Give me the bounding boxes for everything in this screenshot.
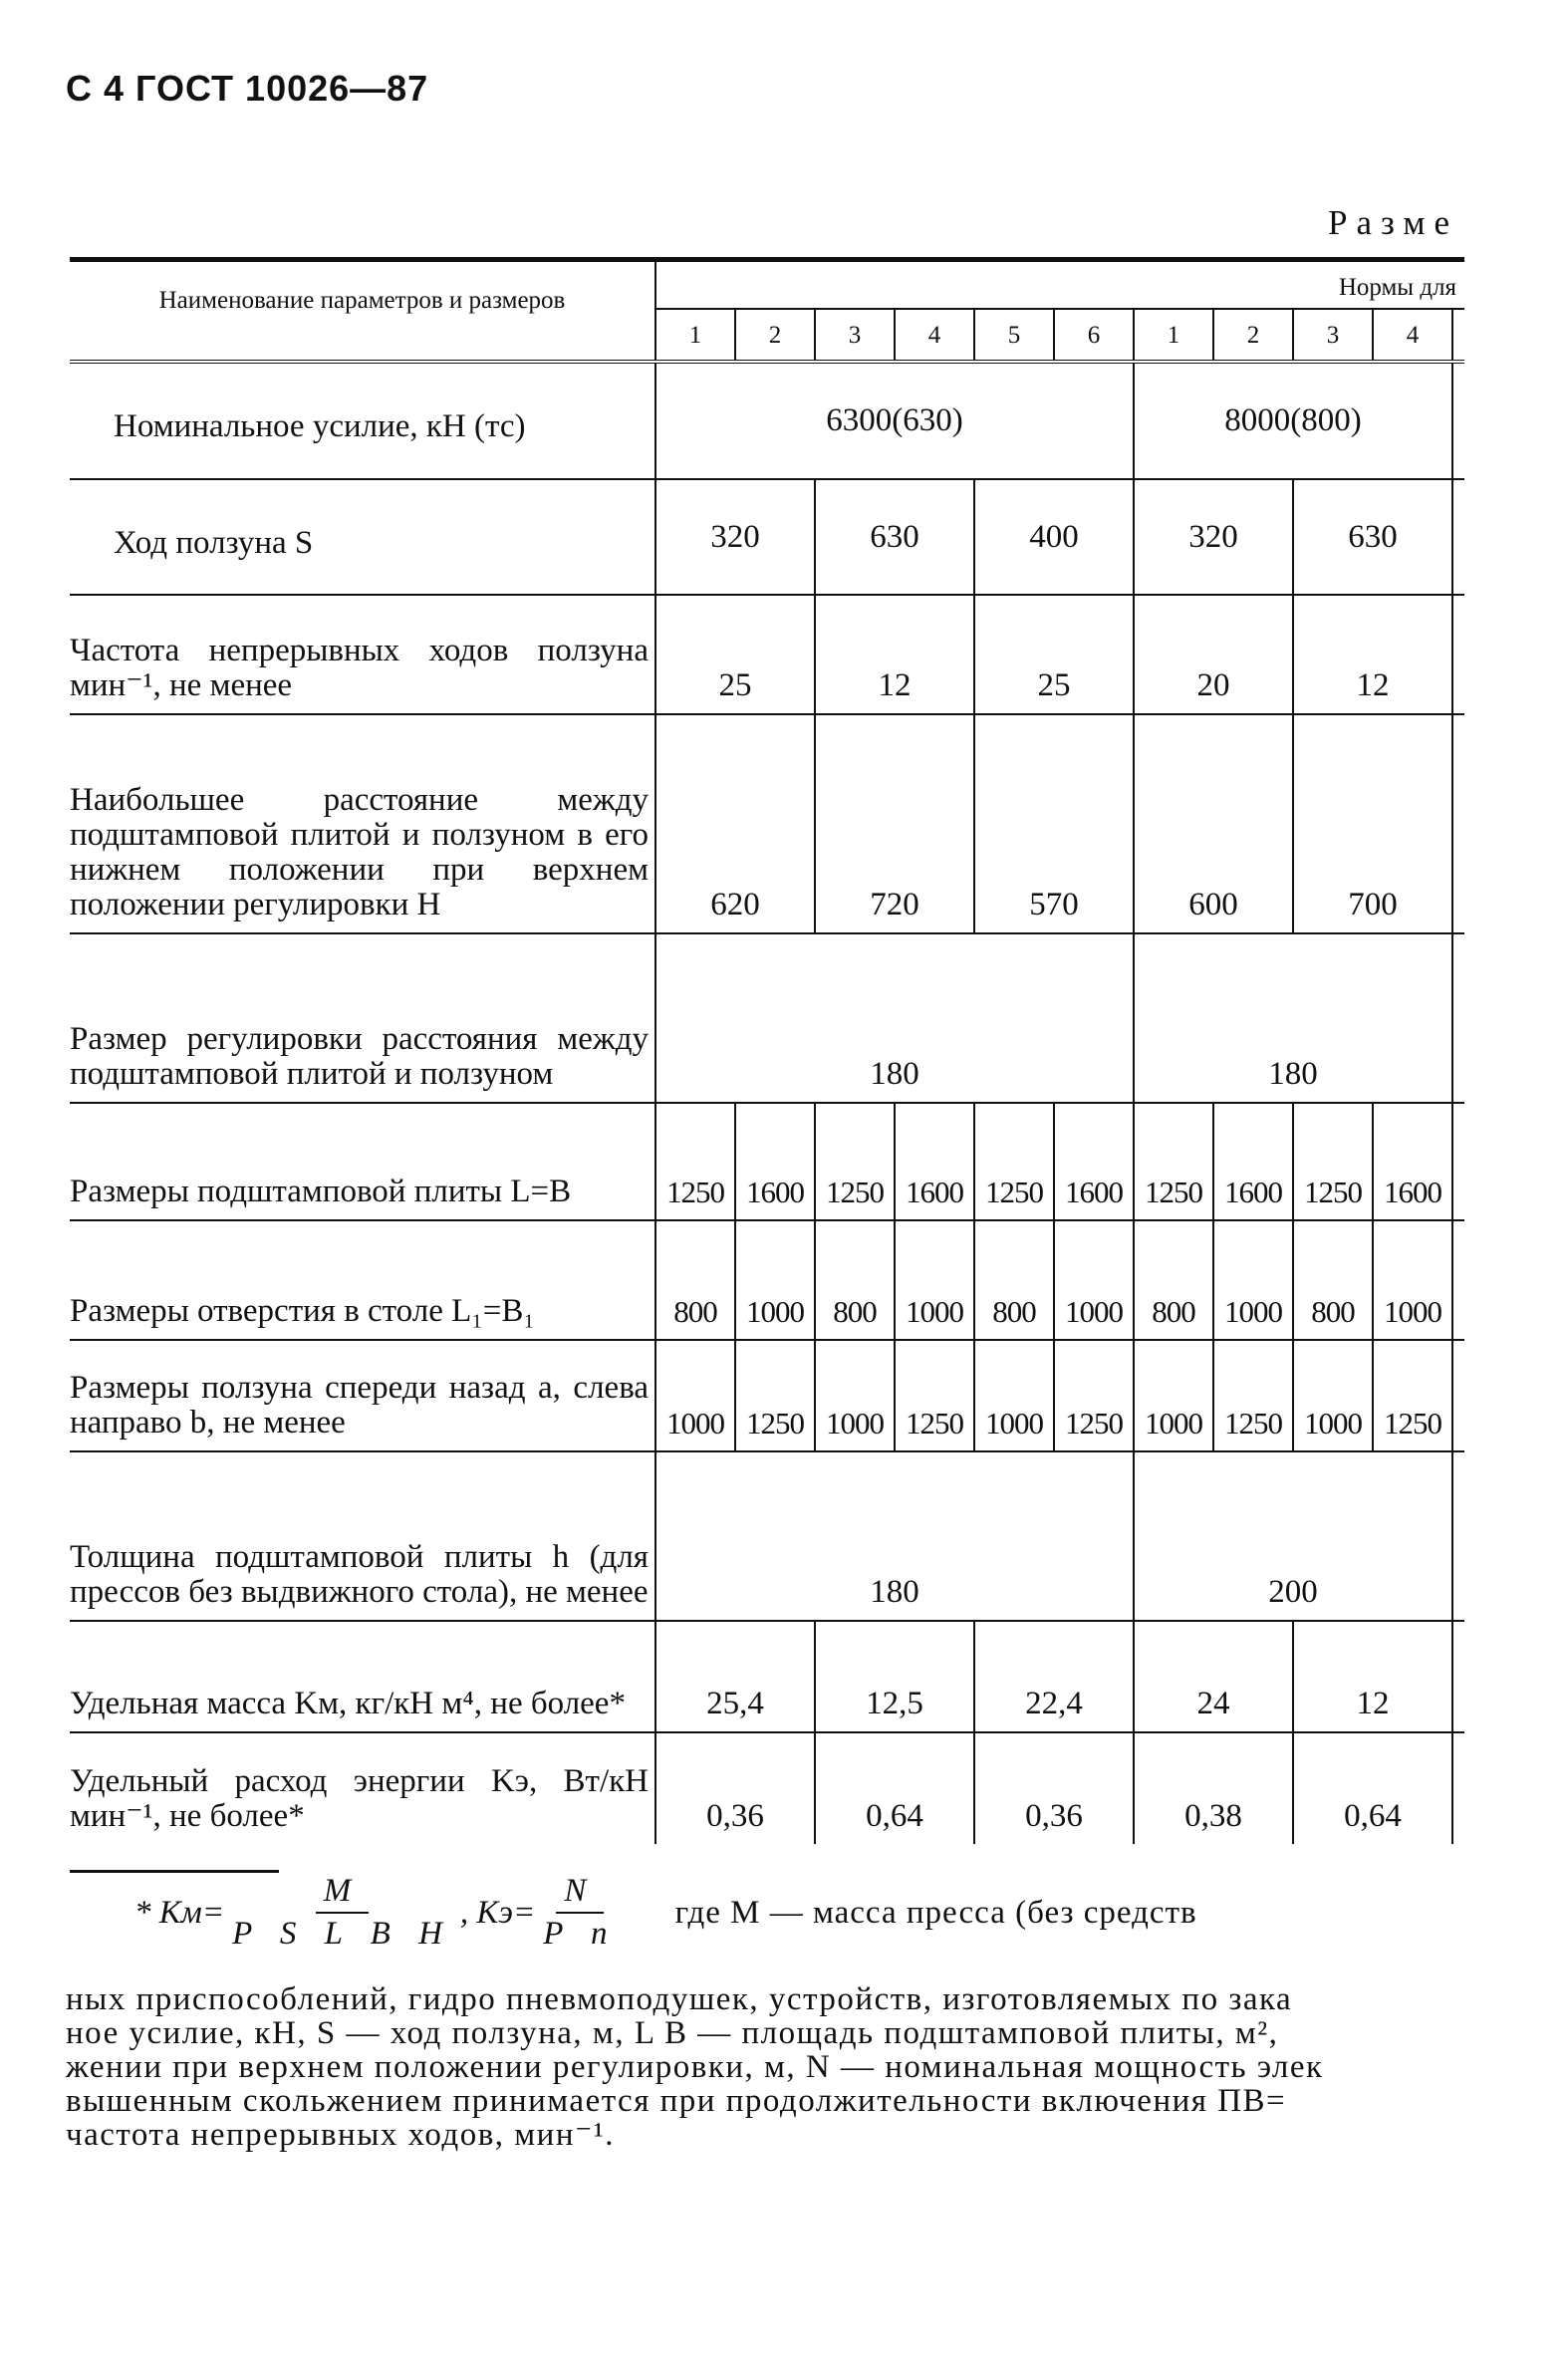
table-cell: 800 (655, 1220, 735, 1340)
table-cell: 12 (1293, 1621, 1452, 1732)
table-cell: 1250 (1373, 1340, 1452, 1451)
footnote-line: ных приспособлений, гидро пневмоподушек, устройств, изготовляемых по зака (66, 1981, 1293, 2017)
row-label: Ход ползуна S (70, 479, 655, 595)
table-cell: 0,36 (974, 1732, 1134, 1844)
footnote-formula (134, 1873, 1197, 1953)
table-cell: 1000 (974, 1340, 1054, 1451)
table-cell: 12 (815, 595, 974, 714)
table-cell: 25 (974, 595, 1134, 714)
row-label: Частота непрерывных ходов ползуна мин⁻¹, не менее (70, 595, 655, 714)
table-cell: 1000 (815, 1340, 895, 1451)
table-cell: 1600 (735, 1103, 815, 1220)
table-cell: 1000 (1134, 1340, 1213, 1451)
footnote-line: ное усилие, кН, S — ход ползуна, м, L B — площадь подштамповой плиты, м², (66, 2015, 1279, 2051)
col-index: 3 (815, 309, 895, 362)
table-cell: 1250 (655, 1103, 735, 1220)
table-row (70, 479, 1464, 595)
table-row (70, 1621, 1464, 1732)
col-index: 3 (1293, 309, 1373, 362)
table-cell: 620 (655, 714, 815, 933)
table-row (70, 933, 1464, 1103)
table-cell: 1250 (1213, 1340, 1293, 1451)
table-cell: 800 (1134, 1220, 1213, 1340)
footnote-text (66, 1982, 1460, 2152)
km-denominator: P S L B H (232, 1916, 452, 1952)
col-index: 4 (895, 309, 974, 362)
row-label: Наибольшее расстояние между подштамповой плитой и ползуном в его нижнем положении при верхнем положении регулировки H (70, 714, 655, 933)
table-cell: 25,4 (655, 1621, 815, 1732)
footnote-line: жении при верхнем положении регулировки, м, N — номинальная мощность элек (66, 2049, 1324, 2085)
footnote-line: вышенным скольжением принимается при продолжительности включения ПВ= (66, 2083, 1287, 2119)
table-cell: 1000 (1293, 1340, 1373, 1451)
table-cell: 1000 (735, 1220, 815, 1340)
table-cell: 22,4 (974, 1621, 1134, 1732)
table-cell: 600 (1134, 714, 1293, 933)
ke-fraction (543, 1873, 617, 1953)
ke-denominator: P n (543, 1916, 618, 1952)
ke-label: , Kэ= (459, 1894, 536, 1931)
table-cell: 180 (1134, 933, 1452, 1103)
table-row (70, 1451, 1464, 1621)
table-row (70, 362, 1464, 479)
table-cell: 800 (974, 1220, 1054, 1340)
row-label: Номинальное усилие, кН (тс) (70, 362, 655, 479)
km-numerator: M (316, 1873, 370, 1914)
row-label: Удельная масса Kм, кг/кН м⁴, не более* (70, 1621, 655, 1732)
footnote-line: частота непрерывных ходов, мин⁻¹. (66, 2117, 616, 2153)
table-cell: 0,36 (655, 1732, 815, 1844)
table-cell: 1250 (974, 1103, 1054, 1220)
table-cell: 1600 (895, 1103, 974, 1220)
parameters-table (70, 257, 1464, 1844)
col-index: 1 (655, 309, 735, 362)
table-cell: 320 (1134, 479, 1293, 595)
col-index: 2 (1213, 309, 1293, 362)
table-cell: 1250 (1134, 1103, 1213, 1220)
table-cell: 0,64 (815, 1732, 974, 1844)
table-cell: 1250 (815, 1103, 895, 1220)
table-cell: 1600 (1054, 1103, 1134, 1220)
table-cell: 1250 (1054, 1340, 1134, 1451)
row-label: Размеры ползуна спереди назад a, слева направо b, не менее (70, 1340, 655, 1451)
table-cell: 1600 (1213, 1103, 1293, 1220)
col-index: 6 (1054, 309, 1134, 362)
table-cell: 1250 (1293, 1103, 1373, 1220)
col-index: 4 (1373, 309, 1452, 362)
table-row (70, 595, 1464, 714)
table-cell: 25 (655, 595, 815, 714)
table-cell: 570 (974, 714, 1134, 933)
col-index: 1 (1134, 309, 1213, 362)
page-header: С 4 ГОСТ 10026—87 (66, 68, 429, 109)
table-cell: 1600 (1373, 1103, 1452, 1220)
table-row (70, 1220, 1464, 1340)
table-cell: 1000 (1213, 1220, 1293, 1340)
row-label: Размер регулировки расстояния между подштамповой плитой и ползуном (70, 933, 655, 1103)
footnote-tail: где M — масса пресса (без средств (674, 1894, 1197, 1931)
km-label: * Kм= (134, 1894, 225, 1931)
table-row (70, 714, 1464, 933)
table-cell: 8000(800) (1134, 362, 1452, 479)
table-cell: 6300(630) (655, 362, 1134, 479)
table-caption: Разме (1327, 203, 1458, 242)
table-cell: 1000 (1054, 1220, 1134, 1340)
table-cell: 1000 (895, 1220, 974, 1340)
row-label: Толщина подштамповой плиты h (для прессов без выдвижного стола), не менее (70, 1451, 655, 1621)
table-cell: 800 (815, 1220, 895, 1340)
table-cell: 720 (815, 714, 974, 933)
norms-header: Нормы для (655, 260, 1464, 310)
table-cell: 630 (815, 479, 974, 595)
table-cell: 800 (1293, 1220, 1373, 1340)
km-fraction (232, 1873, 452, 1953)
table-cell: 1250 (895, 1340, 974, 1451)
table-row (70, 1732, 1464, 1844)
table-cell: 12,5 (815, 1621, 974, 1732)
table-cell: 20 (1134, 595, 1293, 714)
table-cell: 400 (974, 479, 1134, 595)
table-cell: 630 (1293, 479, 1452, 595)
table-cell: 180 (655, 933, 1134, 1103)
table-cell: 180 (655, 1451, 1134, 1621)
col-index: 5 (974, 309, 1054, 362)
table-cell: 320 (655, 479, 815, 595)
table-row (70, 1103, 1464, 1220)
table-cell: 200 (1134, 1451, 1452, 1621)
table-cell: 24 (1134, 1621, 1293, 1732)
table-cell: 0,64 (1293, 1732, 1452, 1844)
row-label: Размеры отверстия в столе L₁=B₁ (70, 1220, 655, 1340)
col-index: 2 (735, 309, 815, 362)
param-column-header: Наименование параметров и размеров (70, 260, 655, 363)
row-label: Удельный расход энергии Kэ, Вт/кН мин⁻¹, не более* (70, 1732, 655, 1844)
table-cell: 12 (1293, 595, 1452, 714)
table-cell: 1000 (655, 1340, 735, 1451)
table-cell: 1000 (1373, 1220, 1452, 1340)
table-cell: 700 (1293, 714, 1452, 933)
table-cell: 1250 (735, 1340, 815, 1451)
ke-numerator: N (556, 1873, 604, 1914)
row-label: Размеры подштамповой плиты L=B (70, 1103, 655, 1220)
table-cell: 0,38 (1134, 1732, 1293, 1844)
table-row (70, 1340, 1464, 1451)
